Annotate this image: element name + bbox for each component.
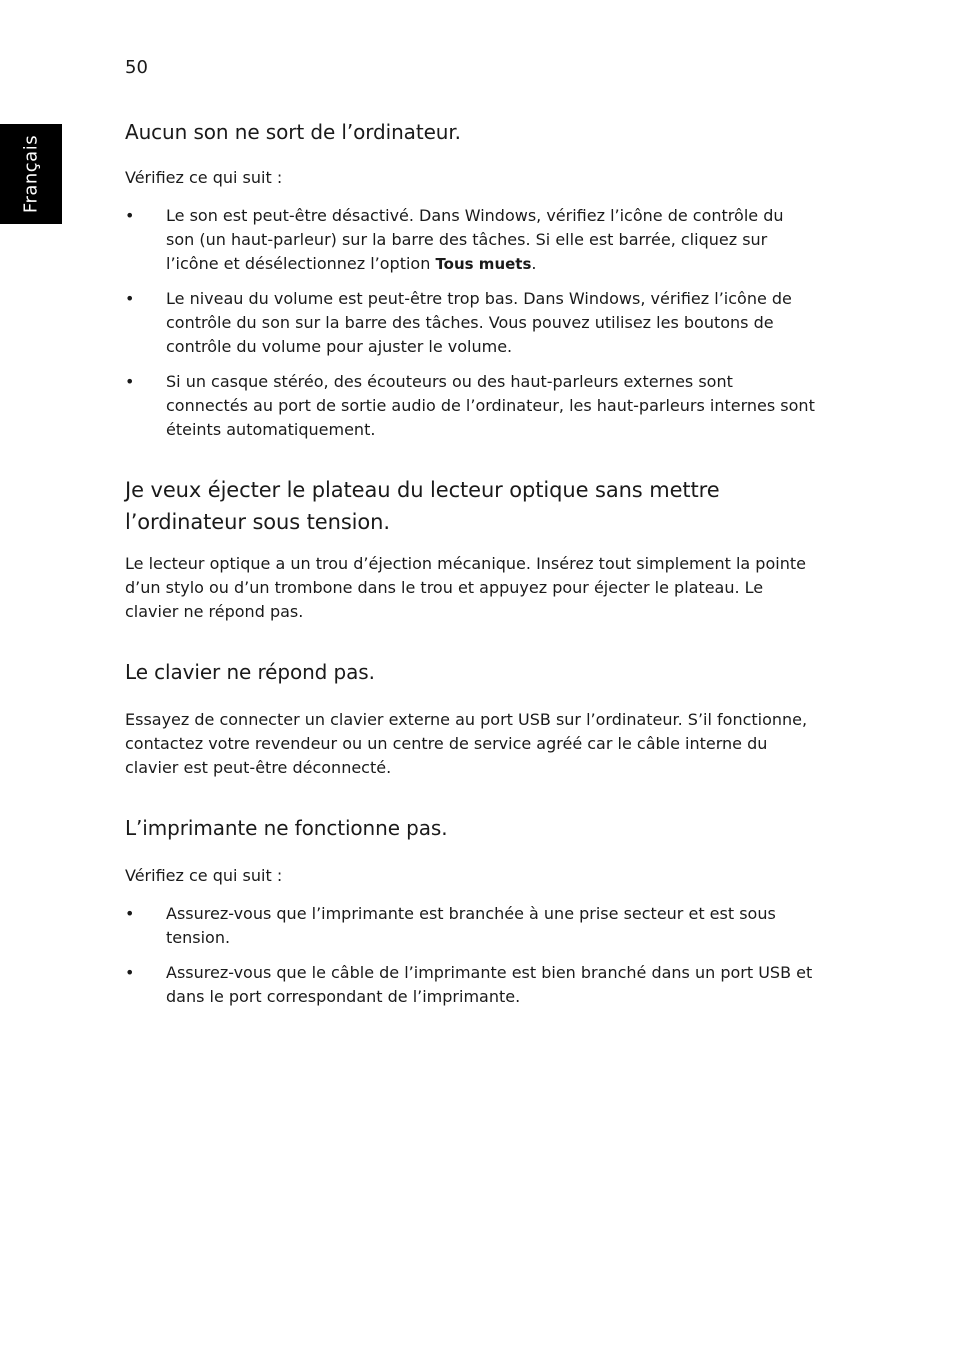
page-content [125, 118, 815, 1020]
bullet-list [125, 902, 815, 1009]
section-title: Aucun son ne sort de l’ordinateur. [125, 120, 461, 144]
list-item [125, 961, 815, 1009]
side-tab-label: Français [20, 134, 42, 214]
list-item-text: Assurez-vous que le câble de l’imprimante est bien branché dans un port USB et dans le port correspondant de l’imprimante. [166, 963, 813, 1006]
list-item [125, 204, 815, 276]
section-eject-tray [125, 474, 815, 624]
list-item-text-end: . [531, 254, 537, 273]
page-number: 50 [125, 57, 148, 78]
bullet-icon: • [125, 963, 135, 982]
section-body: Essayez de connecter un clavier externe au port USB sur l’ordinateur. S’il fonctionne, contactez votre revendeur ou un centre de service agréé car le câble interne du clavier est peut-être déconnecté. [125, 710, 808, 777]
bullet-icon: • [125, 289, 135, 308]
list-item-text: Le niveau du volume est peut-être trop bas. Dans Windows, vérifiez l’icône de contrôle du son sur la barre des tâches. Vous pouvez utilisez les boutons de contrôle du volume pour ajuster le volume. [166, 289, 792, 356]
section-keyboard [125, 658, 815, 780]
bullet-list [125, 204, 815, 442]
list-item [125, 370, 815, 442]
list-item-text: Le son est peut-être désactivé. Dans Windows, vérifiez l’icône de contrôle du son (un haut-parleur) sur la barre des tâches. Si elle est barrée, cliquez sur l’icône et désélectionnez l’option [166, 206, 784, 273]
section-intro: Vérifiez ce qui suit : [125, 866, 283, 885]
option-term: Tous muets [435, 255, 532, 273]
section-title: Je veux éjecter le plateau du lecteur optique sans mettre l’ordinateur sous tension. [125, 478, 720, 534]
language-side-tab [0, 124, 62, 224]
list-item-text: Assurez-vous que l’imprimante est branchée à une prise secteur et est sous tension. [166, 904, 776, 947]
bullet-icon: • [125, 904, 135, 923]
section-printer [125, 814, 815, 1009]
list-item [125, 902, 815, 950]
section-intro: Vérifiez ce qui suit : [125, 168, 283, 187]
bullet-icon: • [125, 372, 135, 391]
list-item [125, 287, 815, 359]
section-title: Le clavier ne répond pas. [125, 660, 375, 684]
section-no-sound [125, 118, 815, 442]
list-item-text: Si un casque stéréo, des écouteurs ou des haut-parleurs externes sont connectés au port de sortie audio de l’ordinateur, les haut-parleurs internes sont éteints automatiquement. [166, 372, 815, 439]
section-title: L’imprimante ne fonctionne pas. [125, 816, 448, 840]
bullet-icon: • [125, 206, 135, 225]
section-body: Le lecteur optique a un trou d’éjection mécanique. Insérez tout simplement la pointe d’un stylo ou d’un trombone dans le trou et appuyez pour éjecter le plateau. Le clavier ne répond pas. [125, 554, 806, 621]
